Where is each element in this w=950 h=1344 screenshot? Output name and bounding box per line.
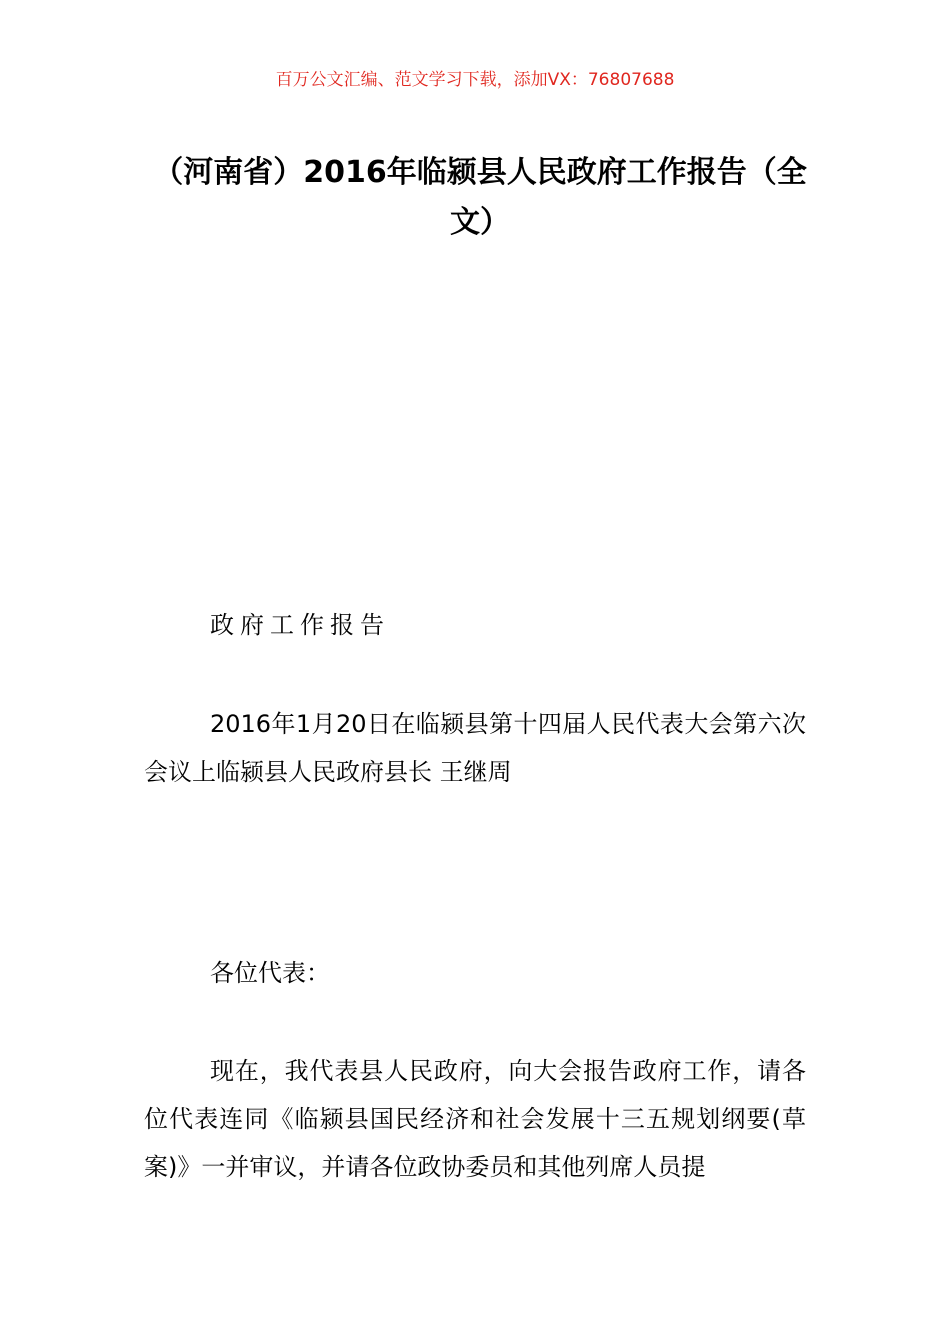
greeting: 各位代表：: [210, 959, 330, 987]
document-title: （河南省）2016年临颍县人民政府工作报告（全文）: [153, 155, 807, 240]
watermark-header-note: 百万公文汇编、范文学习下载，添加VX：76807688: [275, 70, 675, 90]
body-paragraph: 现在，我代表县人民政府，向大会报告政府工作，请各位代表连同《临颍县国民经济和社会发展十三五规划纲要(草案)》一并审议，并请各位政协委员和其他列席人员提: [144, 1057, 806, 1181]
date-and-speaker-line: 2016年1月20日在临颍县第十四届人民代表大会第六次会议上临颍县人民政府县长 王继周: [144, 710, 806, 786]
report-label: 政府工作报告: [210, 611, 390, 639]
